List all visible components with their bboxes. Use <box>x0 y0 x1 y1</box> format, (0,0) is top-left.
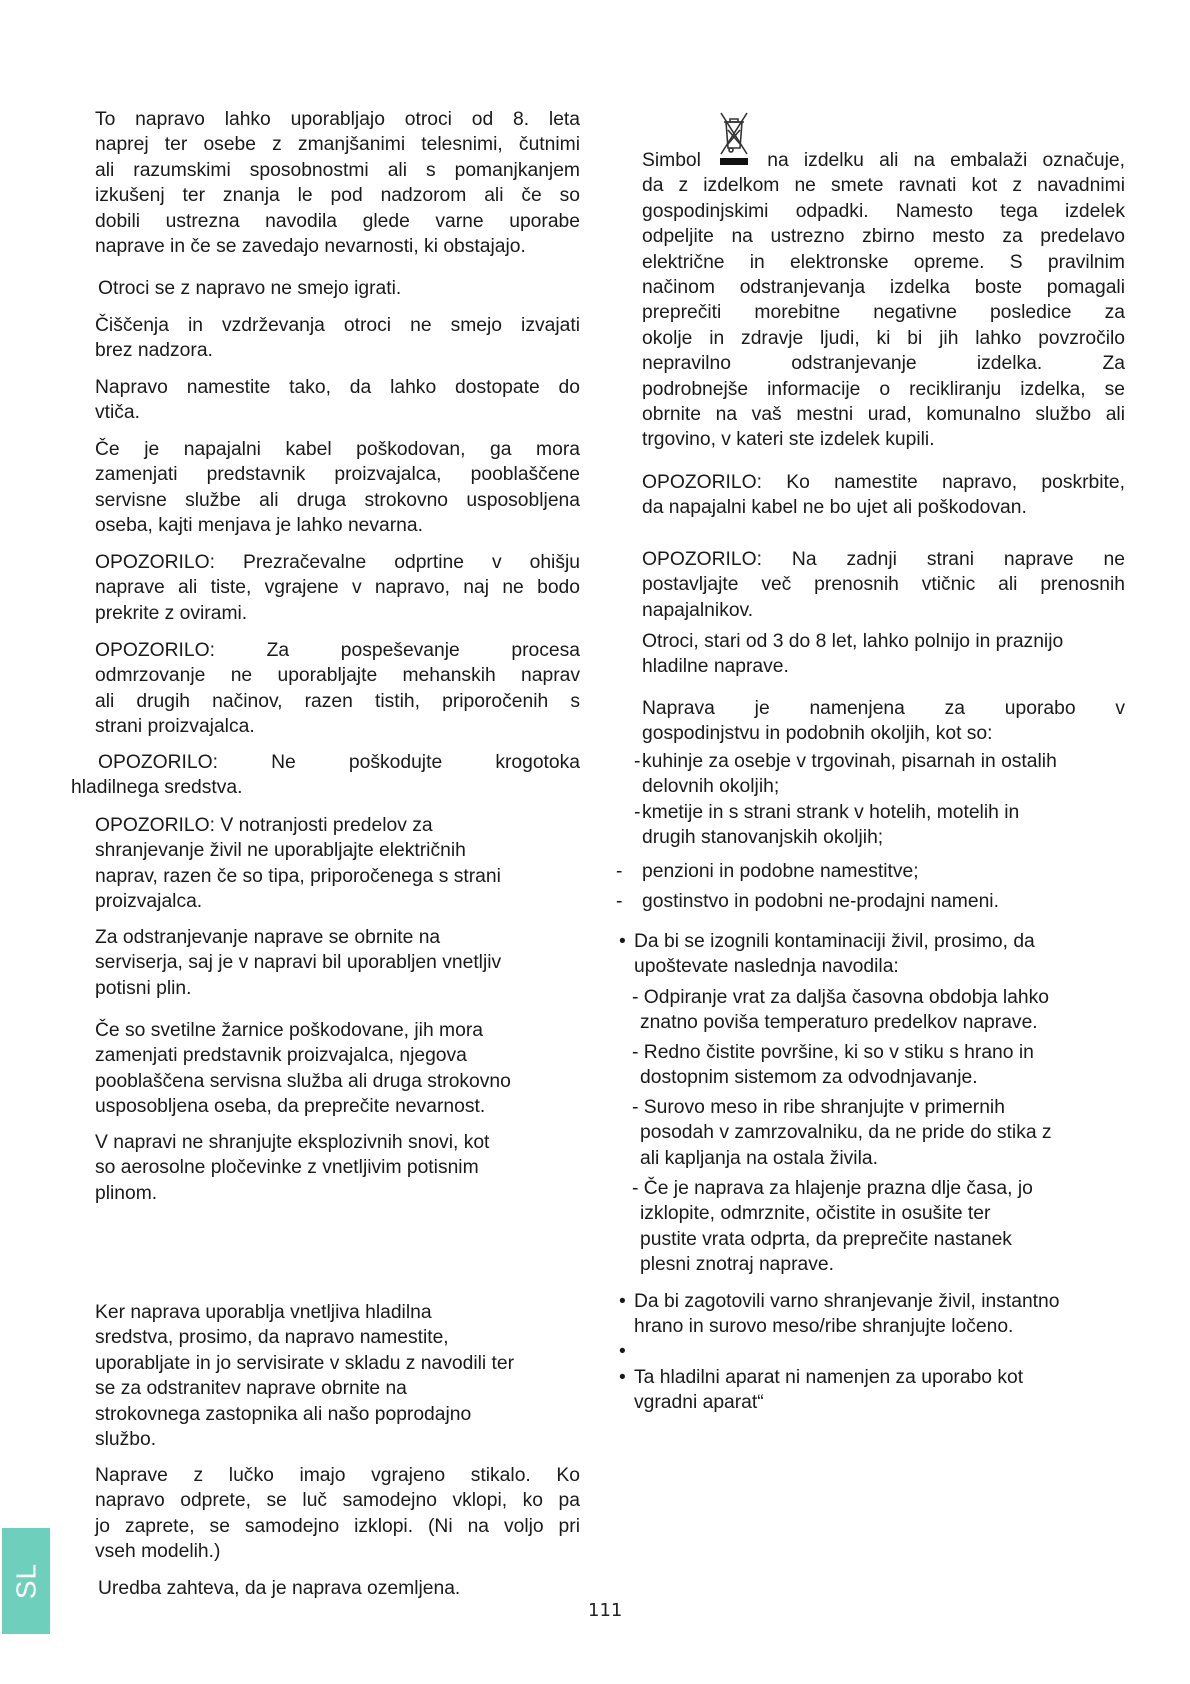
text-line: pooblaščena servisna služba ali druga strokovno <box>95 1070 511 1092</box>
text-line: Da bi zagotovili varno shranjevanje živil, instantno <box>634 1291 1060 1312</box>
text-line: - Če je naprava za hlajenje prazna dlje časa, jo <box>632 1178 1033 1199</box>
text-line: - Surovo meso in ribe shranjujte v primernih <box>632 1097 1005 1118</box>
text-line: pustite vrata odprta, da preprečite nastanek <box>640 1228 1012 1250</box>
text-line: sredstva, prosimo, da napravo namestite, <box>95 1327 449 1349</box>
paragraph-warning-vents <box>95 550 580 626</box>
bullet-marker: • <box>619 1367 626 1388</box>
bullet-marker: • <box>619 931 626 952</box>
text-line: naprave ali tiste, vgrajene v napravo, naj ne bodo <box>95 577 580 599</box>
text-line: Za odstranjevanje naprave se obrnite na <box>95 927 441 948</box>
text-line: električne in elektronske opreme. S pravilnim <box>642 251 1125 273</box>
text-line: OPOZORILO: Ne poškodujte krogotoka <box>98 752 580 773</box>
text-line: so aerosolne pločevinke z vnetljivim potisnim <box>95 1157 479 1179</box>
text-line: OPOZORILO: Za pospeševanje procesa <box>95 640 580 661</box>
text-line: Ta hladilni aparat ni namenjen za uporabo kot <box>634 1367 1024 1388</box>
text-line: ali razumskimi sposobnostmi ali s pomanjkanjem <box>95 159 580 181</box>
text-line: naprav, razen če so tipa, priporočenega s strani <box>95 865 501 887</box>
text-line: Če so svetilne žarnice poškodovane, jih mora <box>95 1020 483 1041</box>
text-line: drugih stanovanjskih okoljih; <box>642 827 884 849</box>
text-line: To napravo lahko uporabljajo otroci od 8. leta <box>95 109 580 130</box>
text-line: načinom odstranjevanja izdelka boste pomagali <box>642 277 1125 299</box>
text-line: upoštevate naslednja navodila: <box>634 956 899 978</box>
text-line: odmrzovanje ne uporabljajte mehanskih naprav <box>95 665 580 687</box>
paragraph-flammable-refrigerant <box>95 1300 580 1452</box>
text-line: napravo odprete, se luč samodejno vklopi, ko pa <box>95 1490 580 1512</box>
text-line: - Redno čistite površine, ki so v stiku s hrano in <box>632 1042 1034 1063</box>
text-line: nepravilno odstranjevanje izdelka. Za <box>642 353 1125 375</box>
text-line: ali kapljanja na ostala živila. <box>640 1147 878 1169</box>
text-line: OPOZORILO: Na zadnji strani naprave ne <box>642 549 1125 570</box>
text-fragment: na izdelku ali na embalaži označuje, <box>767 150 1125 171</box>
text-line: plesni znotraj naprave. <box>640 1254 834 1276</box>
text-line: - Odpiranje vrat za daljša časovna obdobja lahko <box>632 987 1049 1008</box>
text-line: potisni plin. <box>95 977 192 999</box>
text-line: strani proizvajalca. <box>95 716 255 738</box>
paragraph-children-load-unload <box>642 629 1125 680</box>
text-line: uporabljate in jo servisirate v skladu z navodili ter <box>95 1352 515 1374</box>
text-line: naprej ter osebe z zmanjšanimi telesnimi, čutnimi <box>95 134 580 156</box>
text-line: zamenjati predstavnik proizvajalca, njegova <box>95 1045 467 1067</box>
text-line: plinom. <box>95 1182 158 1204</box>
text-line: Naprava je namenjena za uporabo v <box>642 698 1125 719</box>
language-tab <box>2 1528 50 1634</box>
text-line: usposobljena oseba, da preprečite nevarnost. <box>95 1096 486 1118</box>
text-line: Uredba zahteva, da je naprava ozemljena. <box>98 1578 461 1599</box>
text-line: kmetije in s strani strank v hotelih, motelih in <box>642 802 1020 823</box>
text-line: znatno poviša temperaturo predelkov naprave. <box>640 1012 1038 1034</box>
text-line: servisne službe ali druga strokovno usposobljena <box>95 489 580 511</box>
text-line: dobili ustrezna navodila glede varne uporabe <box>95 210 580 232</box>
text-line: odpeljite na ustrezno zbirno mesto za predelavo <box>642 226 1125 248</box>
sub-item-raw-meat <box>632 1095 1112 1171</box>
text-line: obrnite na vaš mestni urad, komunalno službo ali <box>642 404 1125 426</box>
paragraph-plug-access <box>95 375 580 426</box>
text-line: vtiča. <box>95 402 141 424</box>
dash-marker: - <box>616 891 623 912</box>
text-line: gospodinjstvu in podobnih okoljih, kot so: <box>642 723 993 745</box>
bullet-marker: • <box>619 1341 626 1362</box>
text-line: izklopite, odmrznite, očistite in osušite ter <box>640 1203 991 1225</box>
text-line: naprave in če se zavedajo nevarnosti, ki obstajajo. <box>95 236 526 258</box>
text-line: okolje in zdravje ljudi, ki bi jih lahko povzročilo <box>642 327 1125 349</box>
paragraph-grounding <box>98 1576 460 1601</box>
text-line: brez nadzora. <box>95 340 213 362</box>
text-line: Naprave z lučko imajo vgrajeno stikalo. Ko <box>95 1465 580 1486</box>
text-line: službo. <box>95 1429 157 1451</box>
text-line: Ker naprava uporablja vnetljiva hladilna <box>95 1302 432 1323</box>
paragraph-no-play <box>98 276 401 301</box>
text-line: Otroci se z napravo ne smejo igrati. <box>98 278 402 299</box>
text-line: preprečiti morebitne negativne posledice za <box>642 302 1125 324</box>
paragraph-light-switch <box>95 1463 580 1565</box>
text-line: delovnih okoljih; <box>642 776 780 798</box>
text-line: da z izdelkom ne smete ravnati kot z navadnimi <box>642 175 1125 197</box>
crossed-out-wheelie-bin-icon <box>716 144 752 166</box>
text-line: Če je napajalni kabel poškodovan, ga mora <box>95 439 580 460</box>
paragraph-explosives <box>95 1130 580 1206</box>
dash-marker: - <box>634 802 641 823</box>
text-line: postavljajte več prenosnih vtičnic ali prenosnih <box>642 574 1125 596</box>
paragraph-damaged-bulbs <box>95 1018 580 1120</box>
text-line <box>642 144 1125 173</box>
paragraph-warning-cable-trapped <box>642 470 1125 521</box>
text-line: shranjevanje živil ne uporabljajte električnih <box>95 840 466 862</box>
text-line: zamenjati predstavnik proizvajalca, pooblaščene <box>95 464 580 486</box>
paragraph-weee-disposal <box>642 144 1125 453</box>
sub-item-door-opening <box>632 985 1112 1036</box>
text-line: OPOZORILO: Ko namestite napravo, poskrbite, <box>642 472 1125 493</box>
paragraph-damaged-cable <box>95 437 580 539</box>
text-line: strokovnega zastopnika ali našo poprodajno <box>95 1403 472 1425</box>
text-line: OPOZORILO: Prezračevalne odprtine v ohišju <box>95 552 580 573</box>
text-line: hladilnega sredstva. <box>71 777 243 799</box>
text-line: hrano in surovo meso/ribe shranjujte ločeno. <box>634 1316 1014 1338</box>
paragraph-warning-refrigerant-circuit <box>71 750 580 801</box>
paragraph-disposal-gas <box>95 925 580 1001</box>
text-line: Napravo namestite tako, da lahko dostopate do <box>95 377 580 398</box>
text-line: serviserja, saj je v napravi bil uporabljen vnetljiv <box>95 952 502 974</box>
text-line: vseh modelih.) <box>95 1541 221 1563</box>
text-line: napajalnikov. <box>642 599 754 621</box>
bullet-marker: • <box>619 1291 626 1312</box>
text-line: trgovino, v kateri ste izdelek kupili. <box>642 429 935 451</box>
text-line: Otroci, stari od 3 do 8 let, lahko polnijo in praznijo <box>642 631 1064 652</box>
text-fragment: Simbol <box>642 150 701 171</box>
dash-marker: - <box>616 861 623 882</box>
text-line: oseba, kajti menjava je lahko nevarna. <box>95 515 423 537</box>
text-line: proizvajalca. <box>95 891 203 913</box>
text-line: OPOZORILO: V notranjosti predelov za <box>95 815 433 836</box>
text-line: kuhinje za osebje v trgovinah, pisarnah in ostalih <box>642 751 1057 772</box>
paragraph-cleaning <box>95 313 580 364</box>
sub-item-clean-surfaces <box>632 1040 1112 1091</box>
paragraph-warning-multi-sockets <box>642 547 1125 623</box>
text-line: se za odstranitev naprave obrnite na <box>95 1378 407 1400</box>
paragraph-intended-use <box>642 696 1125 747</box>
paragraph-warning-defrost <box>95 638 580 740</box>
dash-marker: - <box>634 751 641 772</box>
text-line: podrobnejše informacije o recikliranju izdelka, se <box>642 378 1125 400</box>
language-tab-label: SL <box>10 1562 42 1600</box>
text-line: jo zaprete, se samodejno izklopi. (Ni na voljo pri <box>95 1515 580 1537</box>
text-line: Da bi se izognili kontaminaciji živil, prosimo, da <box>634 931 1035 952</box>
text-line: prekrite z ovirami. <box>95 602 248 624</box>
text-line: penzioni in podobne namestitve; <box>642 861 919 882</box>
text-line: dostopnim sistemom za odvodnjavanje. <box>640 1067 978 1089</box>
text-line: V napravi ne shranjujte eksplozivnih snovi, kot <box>95 1132 490 1153</box>
text-line: vgradni aparat“ <box>634 1392 764 1414</box>
text-line: Čiščenja in vzdrževanja otroci ne smejo izvajati <box>95 315 580 336</box>
sub-item-empty-appliance <box>632 1176 1112 1278</box>
page-number: 111 <box>588 1600 623 1621</box>
text-line: da napajalni kabel ne bo ujet ali poškodovan. <box>642 497 1027 519</box>
paragraph-warning-electrical-devices <box>95 813 580 915</box>
text-line: posodah v zamrzovalniku, da ne pride do stika z <box>640 1122 1052 1144</box>
text-line: gostinstvo in podobni ne-prodajni nameni. <box>642 891 999 912</box>
text-line: gospodinjskimi odpadki. Namesto tega izdelek <box>642 200 1125 222</box>
text-line: hladilne naprave. <box>642 656 789 678</box>
text-line: ali drugih načinov, razen tistih, priporočenih s <box>95 690 580 712</box>
text-line: izkušenj ter znanja le pod nadzorom ali če so <box>95 185 580 207</box>
paragraph-children-supervision <box>95 107 580 259</box>
